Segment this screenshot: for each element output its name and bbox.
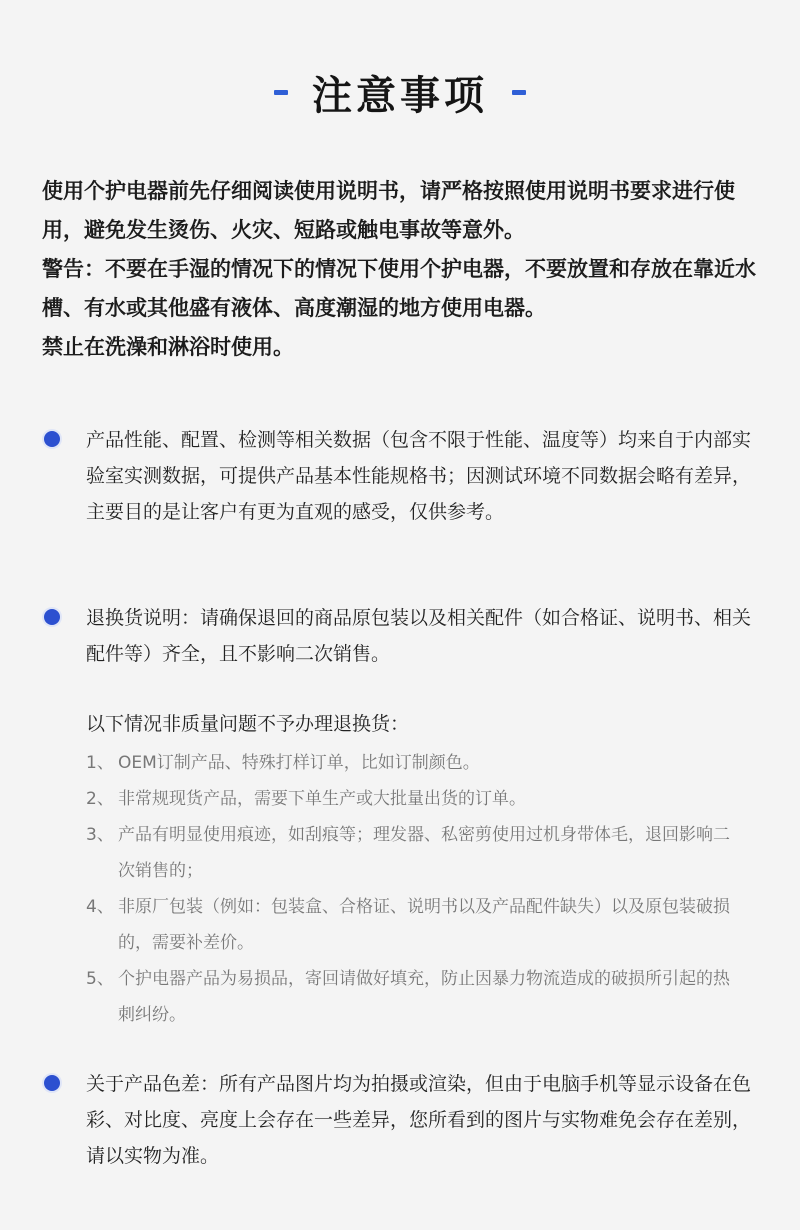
intro-section — [42, 172, 767, 367]
title-left-dash — [274, 90, 288, 95]
list-item-number: 2、 — [86, 789, 114, 809]
list-item-text: 非常规现货产品，需要下单生产或大批量出货的订单。 — [118, 789, 526, 809]
bullet-return-policy — [42, 600, 767, 672]
page-title-row — [0, 62, 800, 122]
list-item — [86, 961, 746, 1033]
list-item — [86, 781, 746, 817]
list-item-text: 非原厂包装（例如：包装盒、合格证、说明书以及产品配件缺失）以及原包装破损的，需要补差价。 — [118, 897, 730, 953]
list-item — [86, 817, 746, 889]
intro-paragraph-warning: 警告：不要在手湿的情况下的情况下使用个护电器，不要放置和存放在靠近水槽、有水或其他盛有液体、高度潮湿的地方使用电器。 — [42, 257, 756, 320]
list-item — [86, 889, 746, 961]
list-item — [86, 745, 746, 781]
list-item-text: OEM订制产品、特殊打样订单，比如订制颜色。 — [118, 753, 480, 773]
bullet-dot-icon — [44, 431, 60, 447]
bullet-dot-icon — [44, 1075, 60, 1091]
bullet-text: 退换货说明：请确保退回的商品原包装以及相关配件（如合格证、说明书、相关配件等）齐全，且不影响二次销售。 — [86, 607, 752, 665]
bullet-color-difference — [42, 1066, 767, 1174]
non-quality-conditions-list — [86, 745, 746, 1033]
list-item-number: 4、 — [86, 897, 114, 917]
list-item-number: 5、 — [86, 969, 114, 989]
page-title: 注意事项 — [312, 72, 488, 119]
title-right-dash — [512, 90, 526, 95]
bullet-text: 关于产品色差：所有产品图片均为拍摄或渲染，但由于电脑手机等显示设备在色彩、对比度、亮度上会存在一些差异，您所看到的图片与实物难免会存在差别，请以实物为准。 — [86, 1073, 752, 1167]
bullet-text: 产品性能、配置、检测等相关数据（包含不限于性能、温度等）均来自于内部实验室实测数据，可提供产品基本性能规格书；因测试环境不同数据会略有差异，主要目的是让客户有更为直观的感受，仅供参考。 — [86, 429, 752, 523]
bullet-performance-data — [42, 422, 767, 530]
list-item-number: 1、 — [86, 753, 114, 773]
intro-paragraph-bathing: 禁止在洗澡和淋浴时使用。 — [42, 335, 294, 359]
intro-paragraph-usage: 使用个护电器前先仔细阅读使用说明书，请严格按照使用说明书要求进行使用，避免发生烫伤、火灾、短路或触电事故等意外。 — [42, 179, 735, 242]
non-quality-conditions-heading: 以下情况非质量问题不予办理退换货： — [86, 713, 410, 735]
list-item-text: 产品有明显使用痕迹，如刮痕等；理发器、私密剪使用过机身带体毛，退回影响二次销售的； — [118, 825, 730, 881]
bullet-dot-icon — [44, 609, 60, 625]
list-item-text: 个护电器产品为易损品，寄回请做好填充，防止因暴力物流造成的破损所引起的热刺纠纷。 — [118, 969, 730, 1025]
list-item-number: 3、 — [86, 825, 114, 845]
